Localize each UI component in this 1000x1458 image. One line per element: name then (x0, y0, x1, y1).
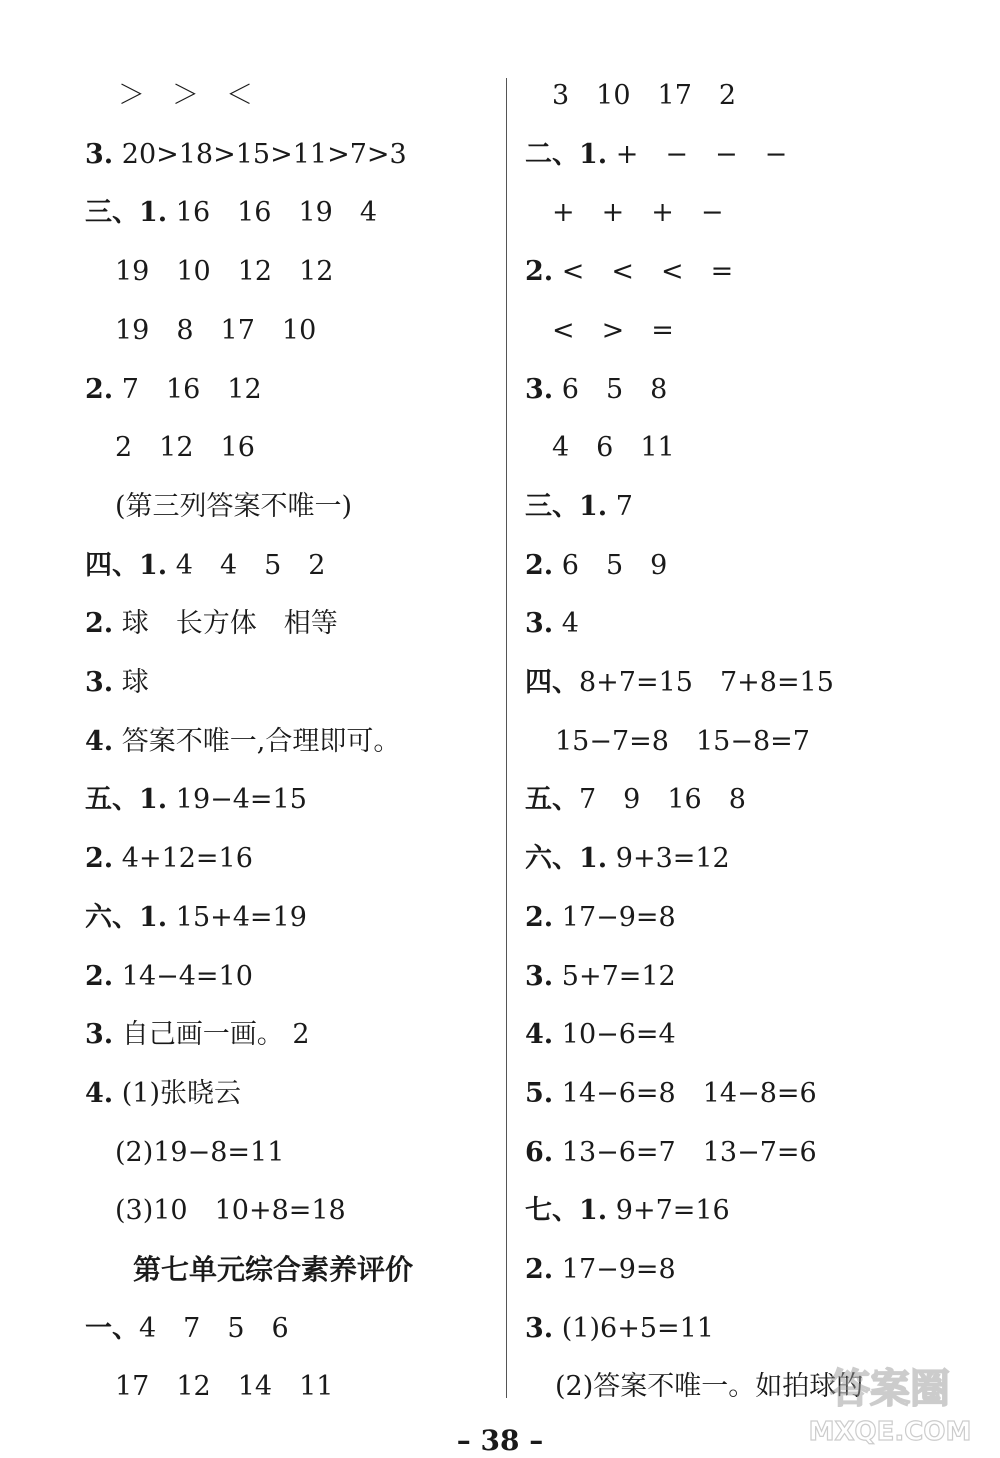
answer-line (85, 724, 400, 760)
question-number: 4. (85, 1077, 114, 1109)
answer-text: 19−4=15 (167, 784, 307, 816)
question-number: 2. (85, 960, 114, 992)
answer-text: 9+7=16 (607, 1195, 730, 1227)
answer-line (85, 548, 325, 584)
answer-line (525, 900, 676, 936)
answer-line (85, 959, 253, 995)
answer-line (85, 372, 262, 408)
answer-line (555, 724, 810, 760)
answer-text: 17 12 14 11 (115, 1371, 334, 1403)
answer-line (133, 1252, 413, 1289)
answer-text: (第三列答案不唯一) (115, 490, 353, 522)
answer-text: 6 5 8 (553, 373, 668, 405)
question-number: 3. (85, 667, 114, 698)
answer-text: 8+7=15 7+8=15 (579, 667, 834, 698)
answer-line (85, 606, 338, 642)
question-number: 七、1. (525, 1195, 608, 1227)
answer-text: 14−6=8 14−8=6 (553, 1077, 817, 1109)
answer-line (552, 78, 736, 114)
answer-text: (3)10 10+8=18 (115, 1195, 346, 1227)
question-number: 3. (525, 608, 554, 640)
answer-line (525, 1193, 730, 1229)
answer-text: 3 10 17 2 (552, 80, 737, 111)
answer-text: 球 (113, 667, 149, 698)
answer-text: 4 4 5 2 (167, 549, 326, 581)
answer-line (85, 841, 253, 877)
watermark-top-text: 答案圈 (830, 1366, 950, 1412)
answer-text: 6 5 9 (553, 549, 668, 581)
answer-text: 4+12=16 (113, 843, 253, 875)
watermark-bottom-text: MXQE.COM (808, 1417, 972, 1447)
answer-line (525, 606, 579, 642)
question-number: 2. (85, 373, 114, 405)
question-number: 二、1. (525, 138, 608, 170)
answer-line (85, 665, 149, 701)
question-number: 三、1. (85, 197, 168, 229)
answer-text: 自己画一画。 2 (113, 1019, 310, 1051)
answer-text: + + + − (552, 197, 724, 229)
answer-text: 20>18>15>11>7>3 (113, 138, 407, 170)
answer-line (85, 137, 407, 173)
answer-line (525, 782, 746, 818)
question-number: 2. (525, 901, 554, 933)
question-number: 一、 (85, 1312, 139, 1344)
answer-line (525, 548, 667, 584)
page-number: – 38 – (456, 1424, 544, 1457)
answer-line (552, 195, 724, 231)
question-number: 2. (525, 1254, 554, 1285)
answer-line (115, 254, 333, 290)
answer-line (525, 489, 633, 525)
answer-text: (1)张晓云 (113, 1077, 242, 1109)
question-number: 六、1. (525, 843, 608, 875)
answer-text: 17−9=8 (553, 901, 676, 933)
answer-line (552, 313, 674, 349)
answer-line (115, 1193, 346, 1229)
answer-line (115, 1135, 284, 1171)
answer-text: 7 (607, 490, 633, 522)
answer-line (525, 137, 787, 173)
answer-text: 15−7=8 15−8=7 (555, 725, 810, 757)
answer-text: (2)19−8=11 (115, 1136, 285, 1168)
answer-text: 19 8 17 10 (115, 314, 317, 346)
answer-line (85, 900, 307, 936)
question-number: 五、 (525, 784, 579, 816)
answer-line (85, 1076, 241, 1112)
answer-line (85, 1017, 310, 1053)
question-number: 四、 (525, 667, 579, 698)
question-number: 5. (525, 1077, 554, 1109)
answer-line (115, 489, 352, 525)
answer-line (525, 1252, 676, 1288)
answer-line (525, 665, 834, 701)
question-number: 三、1. (525, 490, 608, 522)
question-number: 3. (525, 960, 554, 992)
question-number: 3. (85, 1019, 114, 1051)
answer-text: (1)6+5=11 (553, 1312, 714, 1344)
answer-line (85, 1311, 289, 1347)
answer-text: ＞ ＞ ＜ (118, 80, 253, 111)
answer-text: + − − − (607, 138, 788, 170)
answer-text: 15+4=19 (167, 901, 307, 933)
answer-text: 19 10 12 12 (115, 256, 334, 288)
question-number: 五、1. (85, 784, 168, 816)
answer-line (85, 195, 377, 231)
answer-text: < < < = (553, 256, 734, 288)
question-number: 2. (525, 549, 554, 581)
answer-text: 10−6=4 (553, 1019, 676, 1051)
question-number: 3. (525, 1312, 554, 1344)
question-number: 2. (85, 608, 114, 640)
question-number: 4. (85, 725, 114, 757)
question-number: 6. (525, 1136, 554, 1168)
question-number: 2. (85, 843, 114, 875)
answer-text: 7 16 12 (113, 373, 262, 405)
answer-line (525, 1017, 676, 1053)
question-number: 2. (525, 256, 554, 288)
answer-line (525, 841, 730, 877)
answer-text: 4 6 11 (552, 432, 675, 464)
answer-line (525, 1135, 817, 1171)
question-number: 四、1. (85, 549, 168, 581)
answer-line (525, 254, 733, 290)
answer-text: 17−9=8 (553, 1254, 676, 1285)
answer-text: 5+7=12 (553, 960, 676, 992)
answer-line (115, 313, 316, 349)
answer-text: 16 16 19 4 (167, 197, 378, 229)
answer-text: 球 长方体 相等 (113, 608, 338, 640)
answer-line (525, 1076, 817, 1112)
answer-text: 4 (553, 608, 579, 640)
column-divider (506, 78, 507, 1398)
answer-text: 14−4=10 (113, 960, 253, 992)
answer-text: 13−6=7 13−7=6 (553, 1136, 817, 1168)
answer-line (85, 782, 307, 818)
question-number: 4. (525, 1019, 554, 1051)
answer-text: 9+3=12 (607, 843, 730, 875)
answer-line (115, 430, 255, 466)
answer-line (552, 430, 675, 466)
answer-text: 2 12 16 (115, 432, 255, 464)
section-heading: 第七单元综合素养评价 (133, 1253, 414, 1286)
answer-text: 4 7 5 6 (139, 1312, 289, 1344)
answer-text: 答案不唯一,合理即可。 (113, 725, 401, 757)
answer-line (115, 1369, 333, 1405)
answer-line (525, 1311, 714, 1347)
watermark-logo (790, 1352, 990, 1447)
answer-text: 7 9 16 8 (579, 784, 746, 816)
question-number: 3. (85, 138, 114, 170)
question-number: 六、1. (85, 901, 168, 933)
answer-text: < > = (552, 314, 674, 346)
answer-text: (2)答案不唯一。如拍球的 (555, 1371, 864, 1403)
answer-line (525, 372, 667, 408)
question-number: 3. (525, 373, 554, 405)
answer-line (118, 78, 253, 114)
answer-line (525, 959, 676, 995)
